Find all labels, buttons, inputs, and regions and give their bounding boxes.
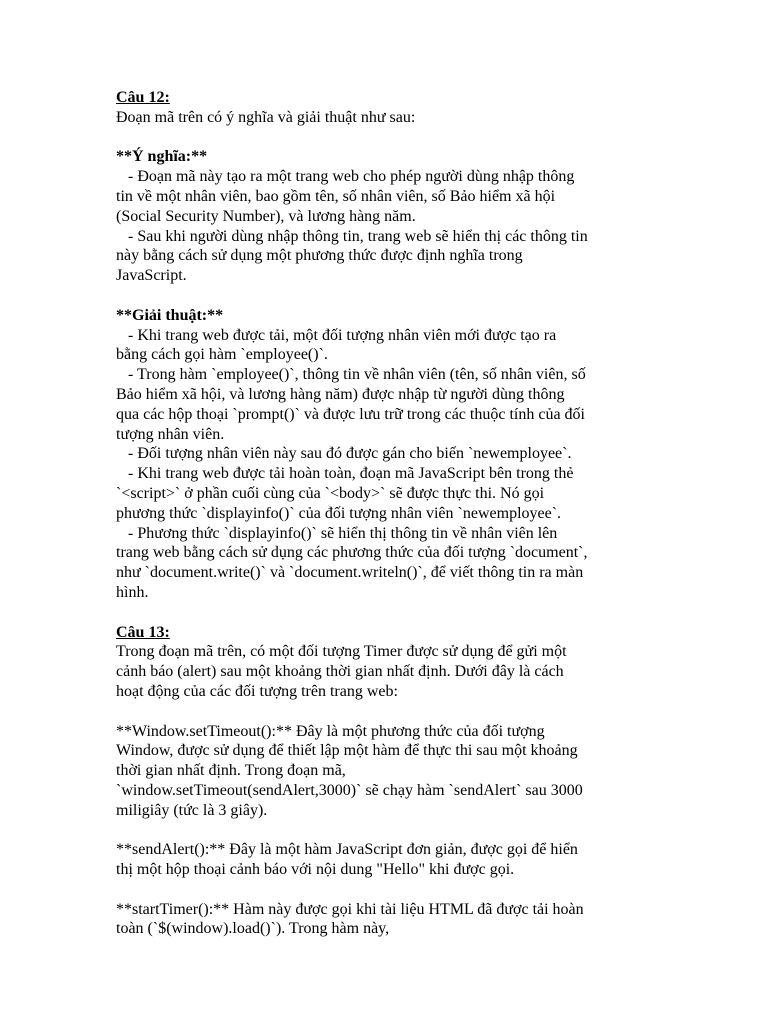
algorithm-line: hình. xyxy=(116,583,149,601)
algorithm-line: phương thức `displayinfo()` của đối tượng nhân viên `newemployee`. xyxy=(116,504,562,522)
algorithm-line: - Khi trang web được tải hoàn toàn, đoạn mã JavaScript bên trong thẻ xyxy=(116,465,574,483)
meaning-line: tin về một nhân viên, bao gồm tên, số nhân viên, số Bảo hiểm xã hội xyxy=(116,187,556,205)
meaning-line: - Sau khi người dùng nhập thông tin, trang web sẽ hiển thị các thông tin xyxy=(116,227,588,245)
settimeout-line: thời gian nhất định. Trong đoạn mã, xyxy=(116,762,346,780)
algorithm-line: trang web bằng cách sử dụng các phương thức của đối tượng `document`, xyxy=(116,544,588,562)
algorithm-line: Bảo hiểm xã hội, và lương hàng năm) được nhập từ người dùng thông xyxy=(116,385,565,403)
question-12-heading: Câu 12: xyxy=(116,89,170,106)
question-13-intro-line: hoạt động của các đối tượng trên trang web: xyxy=(116,682,398,700)
document-body xyxy=(116,88,656,939)
starttimer-line: **startTimer():** Hàm này được gọi khi tài liệu HTML đã được tải hoàn xyxy=(116,900,584,918)
sendalert-line: **sendAlert():** Đây là một hàm JavaScript đơn giản, được gọi để hiển xyxy=(116,841,578,859)
question-13-heading: Câu 13: xyxy=(116,623,170,641)
algorithm-line: như `document.write()` và `document.writeln()`, để viết thông tin ra màn xyxy=(116,564,584,582)
spacer xyxy=(116,286,656,306)
settimeout-line: Window, được sử dụng để thiết lập một hàm để thực thi sau một khoảng xyxy=(116,742,578,760)
algorithm-line: - Khi trang web được tải, một đối tượng nhân viên mới được tạo ra xyxy=(116,326,557,344)
algorithm-line: - Trong hàm `employee()`, thông tin về nhân viên (tên, số nhân viên, số xyxy=(116,366,586,384)
spacer xyxy=(116,603,656,623)
sendalert-line: thị một hộp thoại cảnh báo với nội dung "Hello" khi được gọi. xyxy=(116,861,515,879)
question-13-intro-line: cảnh báo (alert) sau một khoảng thời gian nhất định. Dưới đây là cách xyxy=(116,663,564,681)
starttimer-line: toàn (`$(window).load()`). Trong hàm này, xyxy=(116,920,390,938)
algorithm-line: `<script>` ở phần cuối cùng của `<body>` sẽ được thực thi. Nó gọi xyxy=(116,484,545,502)
meaning-heading: **Ý nghĩa:** xyxy=(116,148,208,166)
spacer xyxy=(116,820,656,840)
algorithm-line: - Đối tượng nhân viên này sau đó được gán cho biến `newemployee`. xyxy=(116,445,572,463)
algorithm-line: qua các hộp thoại `prompt()` và được lưu trữ trong các thuộc tính của đối xyxy=(116,405,585,423)
spacer xyxy=(116,128,656,148)
meaning-line: - Đoạn mã này tạo ra một trang web cho phép người dùng nhập thông xyxy=(116,168,575,186)
settimeout-line: `window.setTimeout(sendAlert,3000)` sẽ chạy hàm `sendAlert` sau 3000 xyxy=(116,781,583,799)
algorithm-heading: **Giải thuật:** xyxy=(116,306,224,324)
spacer xyxy=(116,880,656,900)
settimeout-line: **Window.setTimeout():** Đây là một phương thức của đối tượng xyxy=(116,722,545,740)
algorithm-line: bằng cách gọi hàm `employee()`. xyxy=(116,346,328,364)
meaning-line: này bằng cách sử dụng một phương thức được định nghĩa trong xyxy=(116,247,523,265)
algorithm-line: - Phương thức `displayinfo()` sẽ hiển thị thông tin về nhân viên lên xyxy=(116,524,558,542)
spacer xyxy=(116,702,656,722)
question-13-intro-line: Trong đoạn mã trên, có một đối tượng Timer được sử dụng để gửi một xyxy=(116,643,567,661)
algorithm-line: tượng nhân viên. xyxy=(116,425,225,443)
settimeout-line: miligiây (tức là 3 giây). xyxy=(116,801,268,819)
meaning-line: JavaScript. xyxy=(116,267,187,285)
meaning-line: (Social Security Number), và lương hàng năm. xyxy=(116,207,416,225)
question-12-intro: Đoạn mã trên có ý nghĩa và giải thuật như sau: xyxy=(116,108,416,126)
